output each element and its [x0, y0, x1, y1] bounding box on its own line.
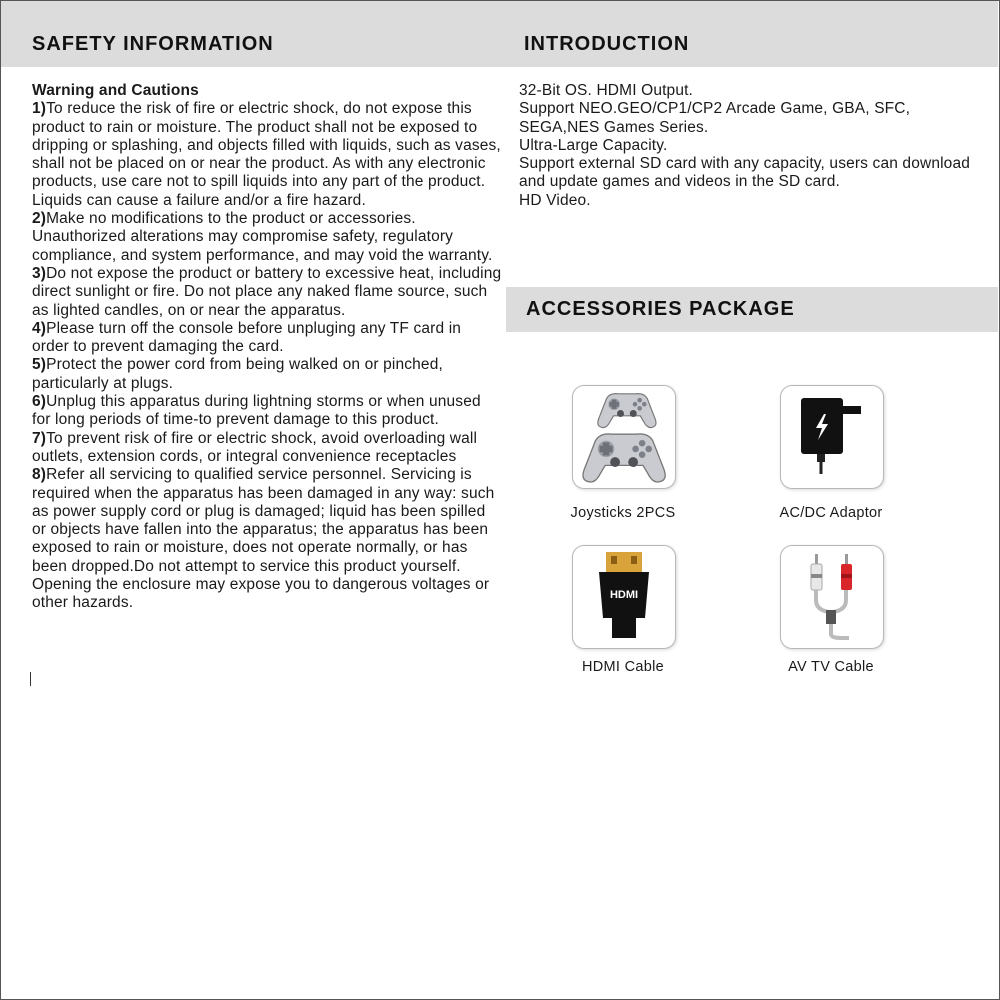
safety-subtitle: Warning and Cautions	[32, 82, 199, 99]
safety-item-number: 3)	[32, 264, 47, 282]
safety-section	[32, 82, 502, 613]
safety-item	[32, 320, 502, 357]
safety-item-text: Refer all servicing to qualified service personnel. Servicing is required when the apparatus has been damaged in any way: such as power supply cord or plug is damaged; liquid has been spilled or objects have fallen into the apparatus; the apparatus has been exposed to rain or moisture, does not operate normally, or has been dropped.Do not attempt to service this product yourself. Opening the enclosure may expose you to dangerous voltages or other hazards.	[32, 466, 495, 612]
av-label: AV TV Cable	[788, 659, 874, 675]
safety-item	[32, 100, 502, 210]
safety-item-number: 1)	[32, 100, 47, 118]
hdmi-card	[572, 545, 676, 649]
intro-line: Support NEO.GEO/CP1/CP2 Arcade Game, GBA, SFC, SEGA,NES Games Series.	[519, 100, 911, 136]
safety-item-text: To reduce the risk of fire or electric shock, do not expose this product to rain or moisture. The product shall not be exposed to dripping or splashing, and objects filled with liquids, such as vases, shall not be placed on or near the product. As with any electronic products, use care not to spill liquids into any part of the product. Liquids can cause a failure and/or a fire hazard.	[32, 100, 501, 209]
safety-item-text: To prevent risk of fire or electric shock, avoid overloading wall outlets, extension cords, or integral convenience receptacles	[32, 429, 478, 465]
safety-item-number: 6)	[32, 393, 47, 411]
safety-item-text: Unplug this apparatus during lightning storms or when unused for long periods of time-to prevent damage to this product.	[32, 393, 481, 429]
safety-item	[32, 466, 502, 612]
accessories-heading: ACCESSORIES PACKAGE	[526, 298, 795, 320]
safety-item-text: Please turn off the console before unpluging any TF card in order to prevent damaging the card.	[32, 319, 462, 356]
intro-line: Ultra-Large Capacity.	[519, 136, 668, 154]
safety-item-text: Do not expose the product or battery to excessive heat, including direct sunlight or fire. Do not place any naked flame source, such as lighted candles, on or near the apparatus.	[32, 264, 502, 319]
adaptor-card	[780, 385, 884, 489]
safety-item-number: 4)	[32, 319, 47, 337]
power-adapter-icon	[781, 386, 883, 488]
hdmi-cable-icon	[573, 546, 675, 648]
safety-item	[32, 265, 502, 320]
safety-item-number: 2)	[32, 210, 47, 228]
safety-item-text: Protect the power cord from being walked on or pinched, particularly at plugs.	[32, 356, 443, 392]
safety-item	[32, 393, 502, 430]
intro-heading: INTRODUCTION	[524, 33, 690, 55]
av-card	[780, 545, 884, 649]
adaptor-label: AC/DC Adaptor	[779, 505, 883, 521]
intro-line: 32-Bit OS. HDMI Output.	[519, 82, 694, 99]
joysticks-card	[572, 385, 676, 489]
safety-item	[32, 210, 502, 265]
gamepad-icon	[573, 386, 675, 488]
av-cable-icon	[781, 546, 883, 648]
safety-item-text: Make no modifications to the product or accessories. Unauthorized alterations may compromise safety, regulatory compliance, and system performance, and may void the warranty.	[32, 210, 493, 264]
margin-mark	[30, 672, 31, 686]
safety-item	[32, 430, 502, 467]
intro-section	[519, 82, 989, 210]
safety-item-number: 5)	[32, 356, 47, 374]
safety-item	[32, 356, 502, 393]
safety-item-number: 7)	[32, 429, 47, 447]
hdmi-label: HDMI Cable	[582, 659, 664, 675]
intro-line: Support external SD card with any capacity, users can download and update games and videos in the SD card.	[519, 155, 970, 191]
joysticks-label: Joysticks 2PCS	[570, 505, 676, 521]
safety-heading: SAFETY INFORMATION	[32, 33, 274, 55]
safety-item-number: 8)	[32, 466, 47, 484]
hdmi-logo-text: HDMI	[609, 589, 639, 601]
intro-line: HD Video.	[519, 191, 591, 209]
